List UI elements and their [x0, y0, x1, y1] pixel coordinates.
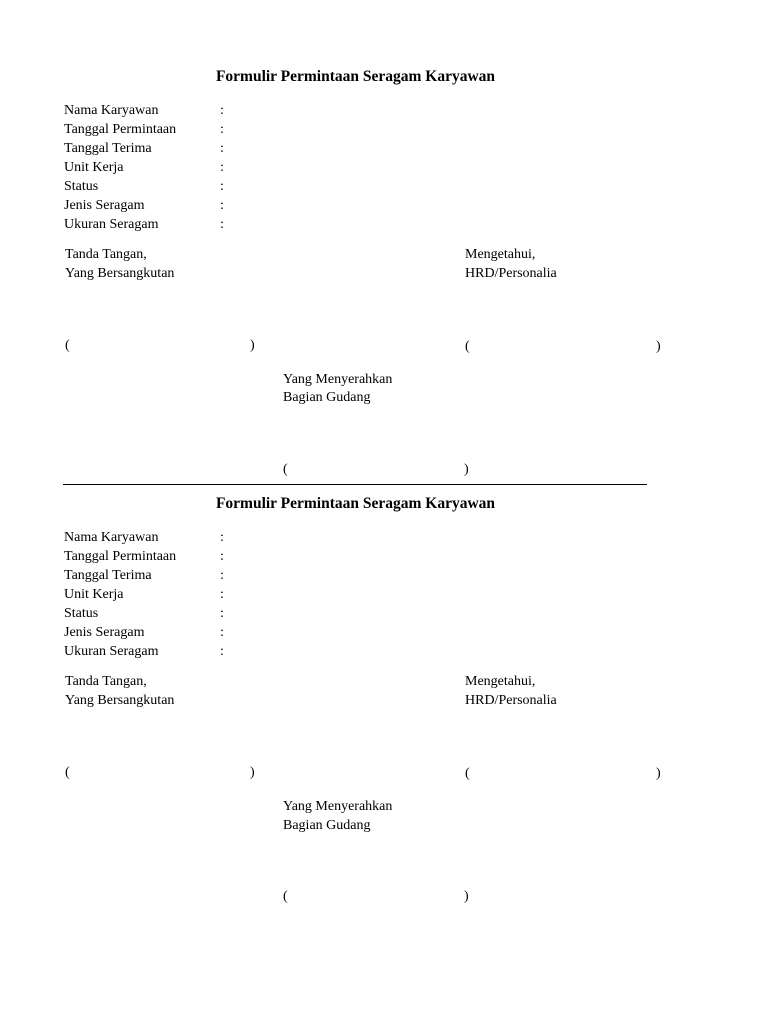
signature-role: HRD/Personalia: [465, 266, 557, 281]
field-colon: :: [220, 644, 224, 659]
field-colon: :: [220, 160, 224, 175]
field-label: Ukuran Seragam: [64, 644, 159, 659]
field-colon: :: [220, 217, 224, 232]
signature-open-paren: (: [283, 462, 288, 477]
signature-open-paren: (: [65, 338, 70, 353]
signature-close-paren: ): [464, 889, 469, 904]
field-label: Status: [64, 179, 99, 194]
field-label: Jenis Seragam: [64, 625, 145, 640]
signature-close-paren: ): [656, 766, 661, 781]
field-colon: :: [220, 606, 224, 621]
field-colon: :: [220, 122, 224, 137]
field-label: Status: [64, 606, 99, 621]
field-label: Nama Karyawan: [64, 530, 159, 545]
field-label: Unit Kerja: [64, 160, 124, 175]
field-colon: :: [220, 625, 224, 640]
field-colon: :: [220, 549, 224, 564]
uniform-request-form-2: [0, 427, 768, 904]
field-colon: :: [220, 179, 224, 194]
field-label: Tanggal Terima: [64, 141, 152, 156]
signature-caption: Mengetahui,: [465, 247, 536, 262]
signature-caption: Mengetahui,: [465, 674, 536, 689]
field-label: Tanggal Permintaan: [64, 549, 177, 564]
field-colon: :: [220, 587, 224, 602]
form-title: Formulir Permintaan Seragam Karyawan: [215, 68, 496, 85]
signature-role: HRD/Personalia: [465, 693, 557, 708]
signature-caption: Tanda Tangan,: [65, 247, 147, 262]
signature-open-paren: (: [465, 766, 470, 781]
uniform-request-form-1: [0, 0, 768, 477]
field-colon: :: [220, 198, 224, 213]
form-title: Formulir Permintaan Seragam Karyawan: [215, 495, 496, 512]
signature-role: Bagian Gudang: [283, 390, 371, 405]
field-label: Tanggal Terima: [64, 568, 152, 583]
signature-caption: Yang Menyerahkan: [283, 372, 393, 387]
signature-open-paren: (: [283, 889, 288, 904]
signature-role: Yang Bersangkutan: [65, 266, 175, 281]
signature-caption: Tanda Tangan,: [65, 674, 147, 689]
signature-caption: Yang Menyerahkan: [283, 799, 393, 814]
signature-open-paren: (: [465, 339, 470, 354]
signature-role: Bagian Gudang: [283, 818, 371, 833]
field-label: Ukuran Seragam: [64, 217, 159, 232]
signature-open-paren: (: [65, 765, 70, 780]
field-label: Jenis Seragam: [64, 198, 145, 213]
field-colon: :: [220, 141, 224, 156]
field-label: Nama Karyawan: [64, 103, 159, 118]
field-colon: :: [220, 103, 224, 118]
signature-close-paren: ): [250, 338, 255, 353]
field-colon: :: [220, 530, 224, 545]
field-label: Unit Kerja: [64, 587, 124, 602]
signature-close-paren: ): [464, 462, 469, 477]
signature-role: Yang Bersangkutan: [65, 693, 175, 708]
field-colon: :: [220, 568, 224, 583]
field-label: Tanggal Permintaan: [64, 122, 177, 137]
signature-close-paren: ): [656, 339, 661, 354]
signature-close-paren: ): [250, 765, 255, 780]
